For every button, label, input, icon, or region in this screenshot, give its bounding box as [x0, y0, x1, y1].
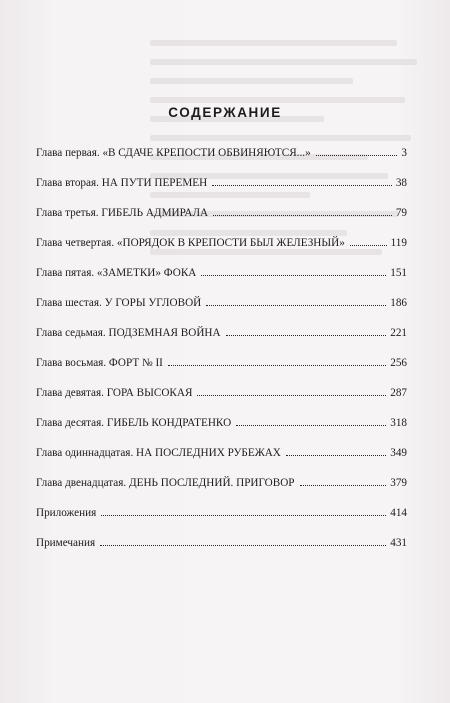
- dot-leader: [236, 424, 386, 426]
- toc-entry-label: Глава вторая. НА ПУТИ ПЕРЕМЕН: [36, 177, 208, 189]
- toc-entry[interactable]: [36, 206, 407, 236]
- toc-entry-label: Глава десятая. ГИБЕЛЬ КОНДРАТЕНКО: [36, 417, 232, 429]
- dot-leader: [201, 274, 386, 276]
- dot-leader: [168, 364, 386, 366]
- dot-leader: [300, 484, 387, 486]
- toc-entry-label: Глава третья. ГИБЕЛЬ АДМИРАЛА: [36, 207, 209, 219]
- toc-entry-page: 221: [390, 327, 407, 339]
- toc-entry[interactable]: [36, 536, 407, 566]
- toc-entry-label: Глава первая. «В СДАЧЕ КРЕПОСТИ ОБВИНЯЮТСЯ...»: [36, 147, 311, 159]
- dot-leader: [316, 154, 398, 156]
- dot-leader: [226, 334, 387, 336]
- toc-entry[interactable]: [36, 476, 407, 506]
- toc-entry-page: 287: [390, 387, 407, 399]
- toc-entry-label: Глава четвертая. «ПОРЯДОК В КРЕПОСТИ БЫЛ ЖЕЛЕЗНЫЙ»: [36, 237, 345, 249]
- dot-leader: [213, 214, 392, 216]
- toc-entry-label: Глава пятая. «ЗАМЕТКИ» ФОКА: [36, 267, 197, 279]
- toc-entry-label: Глава седьмая. ПОДЗЕМНАЯ ВОЙНА: [36, 327, 221, 339]
- toc-entry-label: Глава двенадцатая. ДЕНЬ ПОСЛЕДНИЙ. ПРИГОВОР: [36, 477, 295, 489]
- table-of-contents: [36, 146, 407, 566]
- toc-entry-page: 151: [390, 267, 407, 279]
- toc-entry[interactable]: [36, 146, 407, 176]
- toc-entry[interactable]: [36, 506, 407, 536]
- toc-entry-page: 256: [390, 357, 407, 369]
- toc-entry-page: 349: [390, 447, 407, 459]
- toc-entry-page: 318: [390, 417, 407, 429]
- toc-entry[interactable]: [36, 176, 407, 206]
- toc-entry-label: Приложения: [36, 507, 97, 519]
- toc-entry-label: Глава одиннадцатая. НА ПОСЛЕДНИХ РУБЕЖАХ: [36, 447, 281, 459]
- toc-entry[interactable]: [36, 296, 407, 326]
- toc-entry[interactable]: [36, 236, 407, 266]
- page-title: СОДЕРЖАНИЕ: [168, 105, 282, 120]
- dot-leader: [286, 454, 386, 456]
- toc-entry-page: 38: [395, 177, 407, 189]
- toc-entry[interactable]: [36, 326, 407, 356]
- toc-entry-label: Примечания: [36, 537, 96, 549]
- dot-leader: [206, 304, 386, 306]
- toc-entry-page: 79: [395, 207, 407, 219]
- toc-entry[interactable]: [36, 416, 407, 446]
- toc-entry-page: 414: [390, 507, 407, 519]
- toc-entry-page: 431: [390, 537, 407, 549]
- toc-entry-page: 3: [401, 147, 407, 159]
- dot-leader: [101, 514, 386, 516]
- toc-entry[interactable]: [36, 356, 407, 386]
- dot-leader: [100, 544, 386, 546]
- toc-entry-label: Глава восьмая. ФОРТ № II: [36, 357, 163, 369]
- dot-leader: [197, 394, 386, 396]
- dot-leader: [350, 244, 387, 246]
- toc-entry[interactable]: [36, 266, 407, 296]
- toc-entry[interactable]: [36, 446, 407, 476]
- toc-entry-page: 379: [390, 477, 407, 489]
- toc-entry-label: Глава девятая. ГОРА ВЫСОКАЯ: [36, 387, 193, 399]
- toc-entry-page: 186: [390, 297, 407, 309]
- toc-entry[interactable]: [36, 386, 407, 416]
- toc-entry-label: Глава шестая. У ГОРЫ УГЛОВОЙ: [36, 297, 202, 309]
- toc-entry-page: 119: [390, 237, 407, 249]
- dot-leader: [212, 184, 392, 186]
